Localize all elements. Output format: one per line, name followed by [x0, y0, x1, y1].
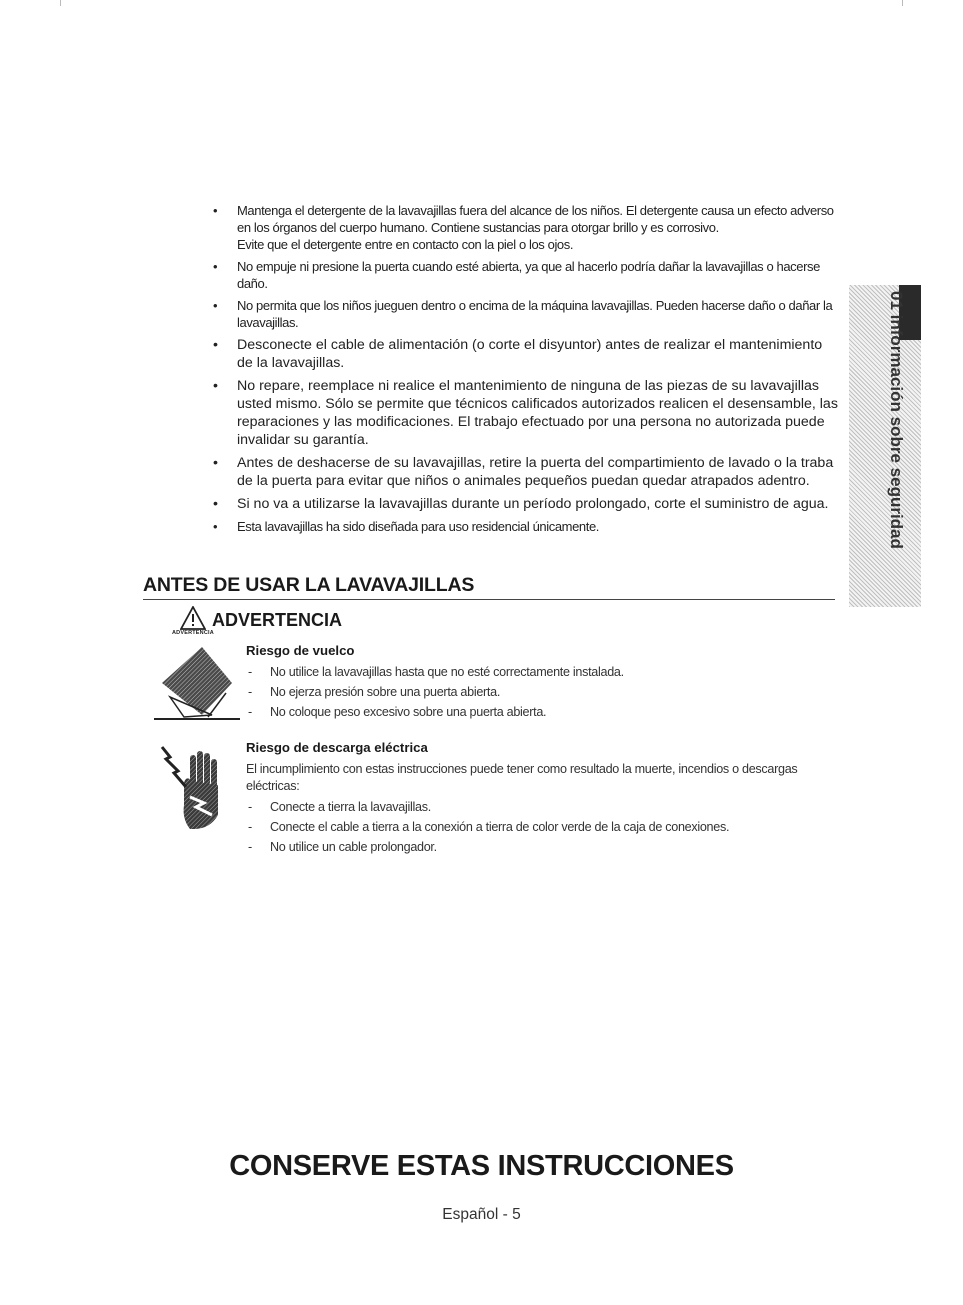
bullet-item: [213, 495, 838, 513]
bullet-item: [213, 297, 838, 331]
chapter-side-tab: [849, 285, 921, 607]
bullet-text: Desconecte el cable de alimentación (o corte el disyuntor) antes de realizar el mantenimiento de la lavavajillas.: [237, 337, 823, 371]
list-item: - Conecte el cable a tierra a la conexión a tierra de color verde de la caja de conexiones.: [246, 817, 826, 837]
bullet-text: No permita que los niños jueguen dentro o encima de la máquina lavavajillas. Pueden hacerse daño o dañar la lavavajillas.: [237, 298, 833, 330]
warning-small-label: ADVERTENCIA: [172, 630, 214, 636]
risk-tipping: [246, 642, 826, 722]
bullet-item: [213, 377, 838, 449]
bullet-item: [213, 202, 838, 253]
bullet-item: [213, 336, 838, 372]
conserve-heading: CONSERVE ESTAS INSTRUCCIONES: [229, 1150, 734, 1182]
risk-shock-text: El incumplimiento con estas instrucciones puede tener como resultado la muerte, incendios o descargas eléctricas:: [246, 762, 798, 793]
list-item: - No coloque peso excesivo sobre una puerta abierta.: [246, 702, 826, 722]
safety-bullet-list: [213, 202, 838, 540]
list-item: - Conecte a tierra la lavavajillas.: [246, 797, 826, 817]
page-number: Español - 5: [442, 1206, 521, 1223]
side-tab-label: 01 información sobre seguridad: [887, 291, 906, 549]
list-item: - No utilice un cable prolongador.: [246, 837, 826, 857]
risk-tipping-title: Riesgo de vuelco: [246, 643, 355, 658]
list-item: - No utilice la lavavajillas hasta que no esté correctamente instalada.: [246, 662, 826, 682]
bullet-text: Mantenga el detergente de la lavavajillas fuera del alcance de los niños. El detergente causa un efecto adverso en los órganos del cuerpo humano. Contiene sustancias para otorgar brillo y es corrosivo.: [237, 203, 834, 235]
section-title: ANTES DE USAR LA LAVAVAJILLAS: [143, 574, 835, 600]
bullet-text: No empuje ni presione la puerta cuando esté abierta, ya que al hacerlo podría dañar la lavavajillas o hacerse daño.: [237, 259, 820, 291]
warning-header: [172, 606, 432, 640]
bullet-text: Antes de deshacerse de su lavavajillas, retire la puerta del compartimiento de lavado o la traba de la puerta para evitar que niños o animales pequeños puedan quedar atrapados adentro.: [237, 455, 834, 489]
tipping-hazard-icon: [150, 643, 242, 723]
bullet-item: [213, 258, 838, 292]
bullet-text: Si no va a utilizarse la lavavajillas durante un período prolongado, corte el suministro de agua.: [237, 496, 829, 512]
electric-shock-icon: [160, 745, 224, 831]
warning-triangle-icon: [180, 606, 206, 630]
bullet-text: Esta lavavajillas ha sido diseñada para uso residencial únicamente.: [237, 519, 599, 534]
bullet-text: No repare, reemplace ni realice el mantenimiento de ninguna de las piezas de su lavavajillas usted mismo. Sólo se permite que técnicos calificados autorizados realicen el desensamble, las reparaciones y las modificaciones. El trabajo efectuado por una persona no autorizada puede invalidar su garantía.: [237, 378, 838, 448]
bullet-item: [213, 454, 838, 490]
risk-shock-title: Riesgo de descarga eléctrica: [246, 740, 428, 755]
risk-shock: [246, 739, 826, 857]
bullet-item: [213, 518, 838, 535]
risk-shock-list: [246, 797, 826, 857]
risk-tipping-list: [246, 662, 826, 722]
warning-title: ADVERTENCIA: [212, 610, 343, 630]
bullet-extra-text: Evite que el detergente entre en contacto con la piel o los ojos.: [237, 237, 574, 252]
crop-mark-left: [60, 0, 61, 6]
crop-mark-right: [902, 0, 903, 6]
list-item: - No ejerza presión sobre una puerta abierta.: [246, 682, 826, 702]
